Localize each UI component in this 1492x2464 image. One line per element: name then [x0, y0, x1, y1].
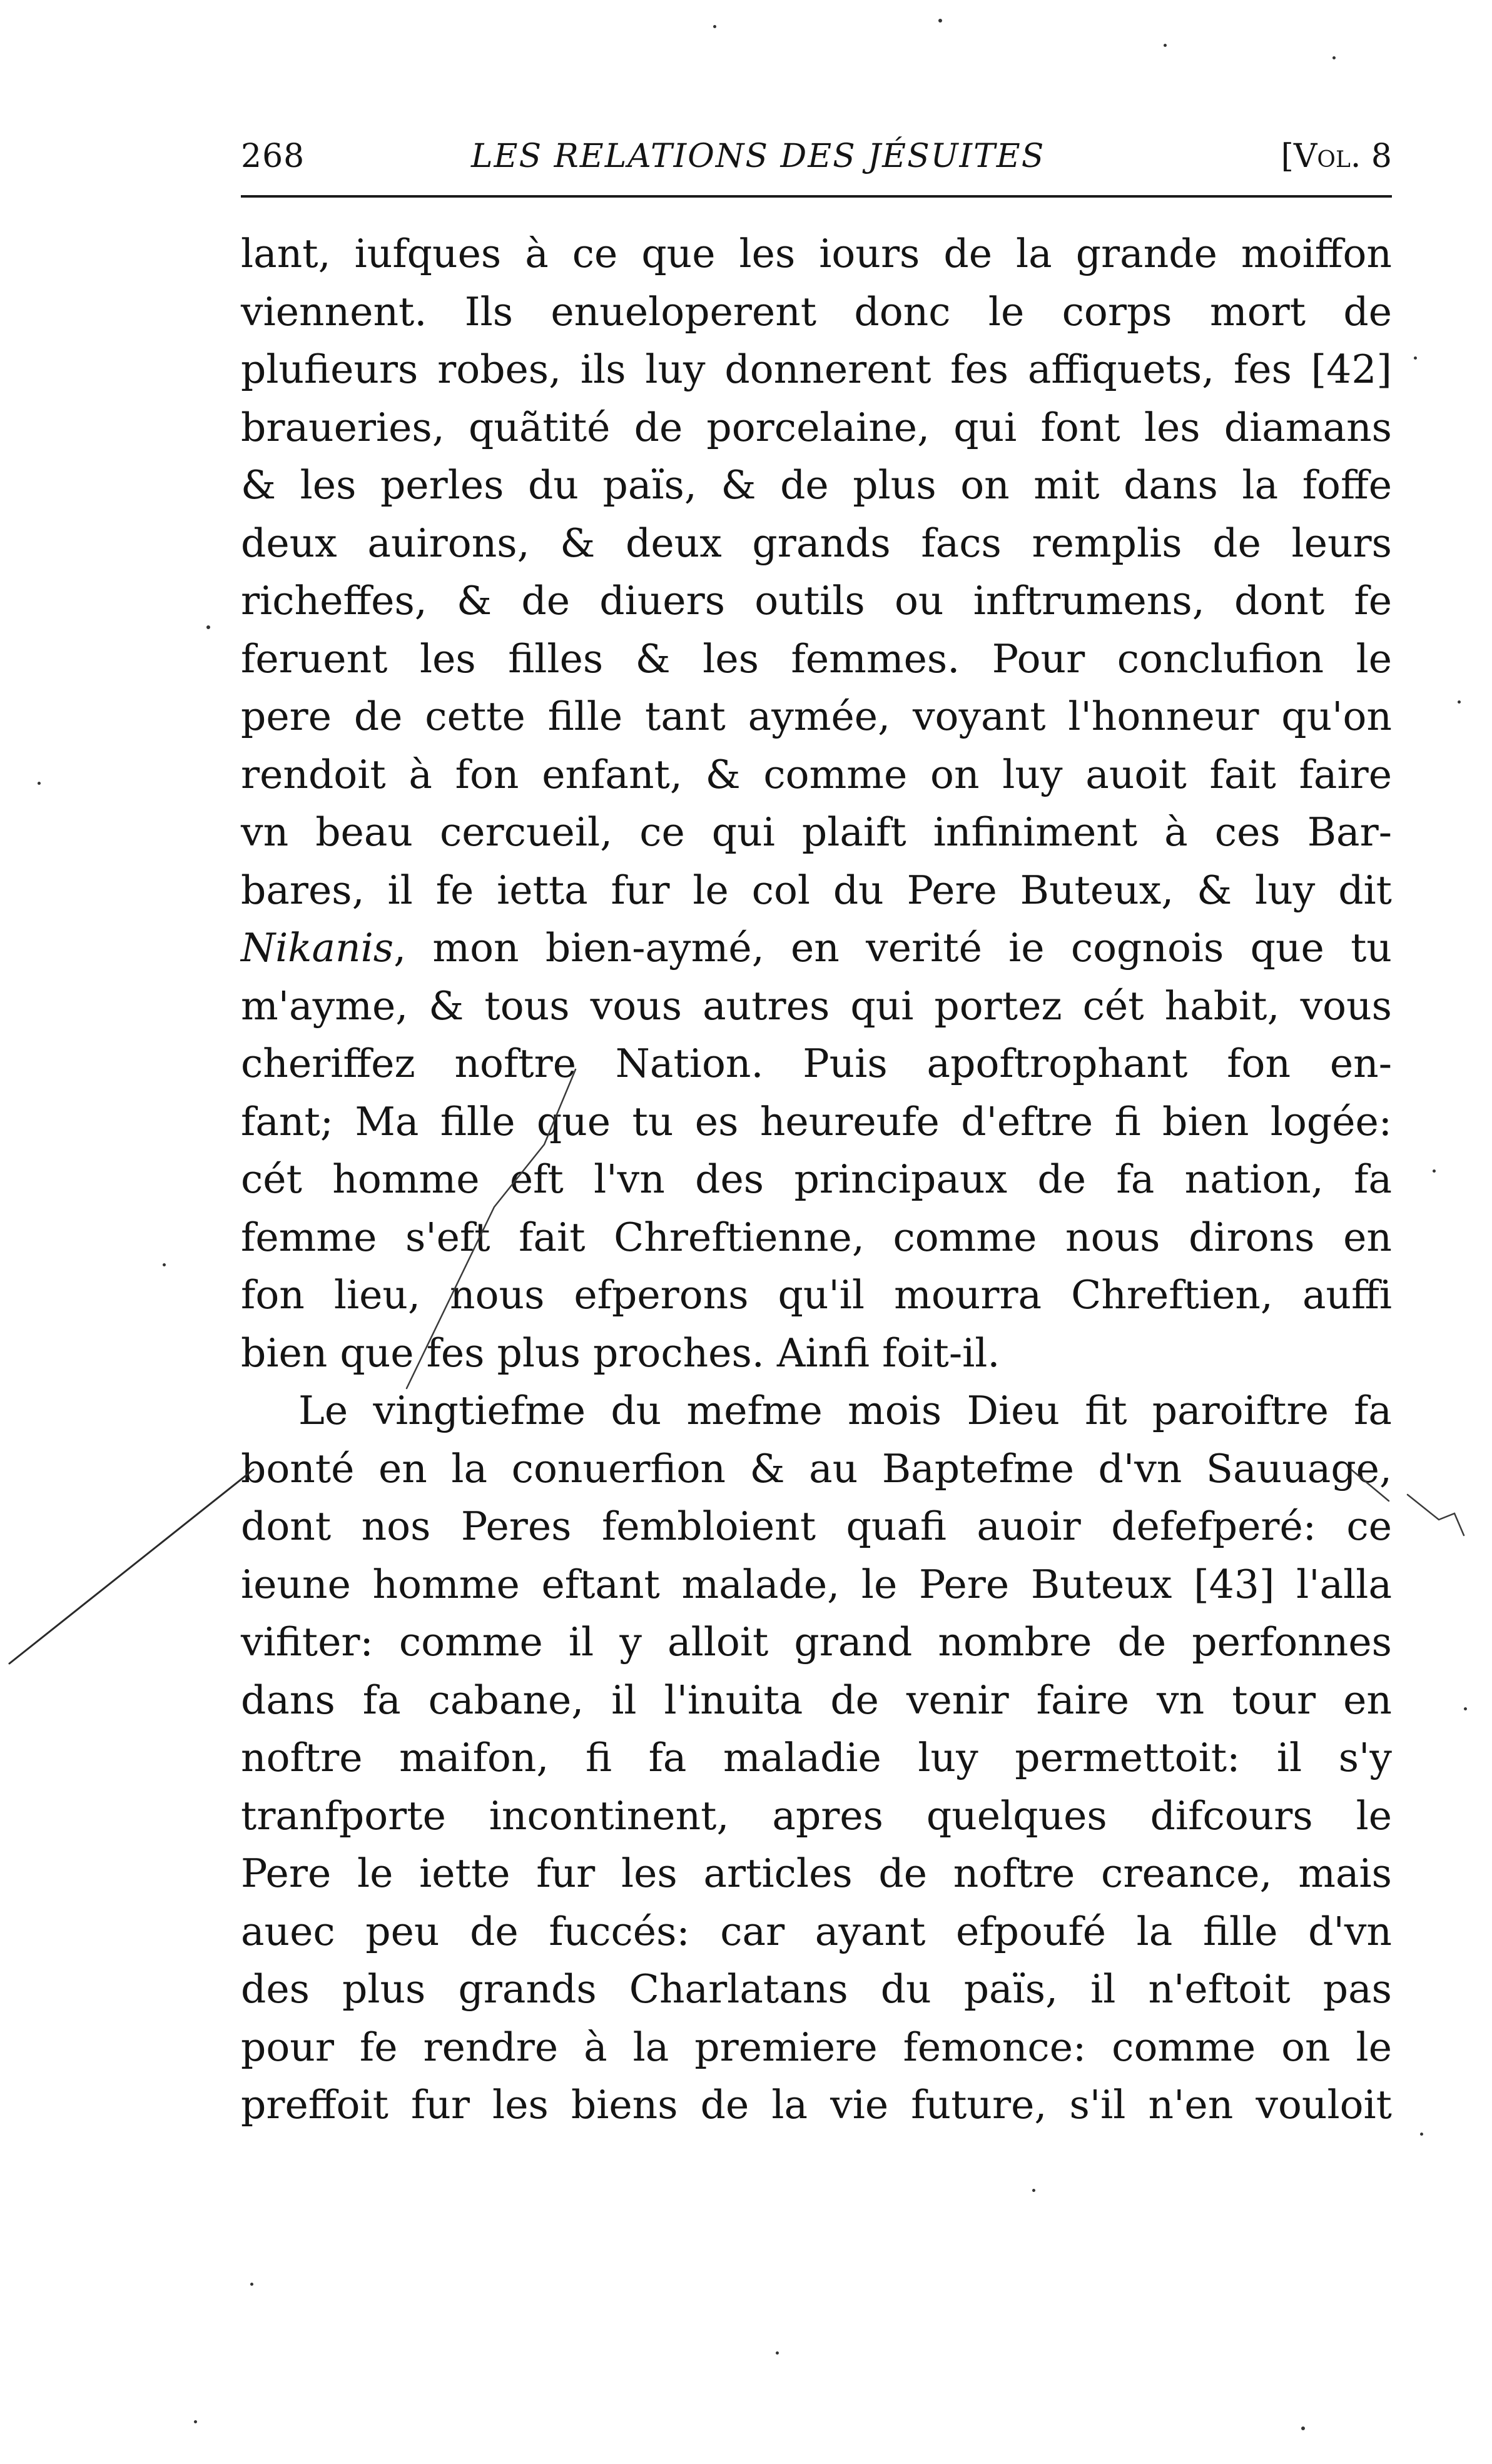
- paper-speck: [1332, 56, 1336, 59]
- text-line-rest: , mon bien-aymé, en verité ie cognois que tu: [393, 925, 1392, 971]
- text-line: lant, iufques à ce que les iours de la grande moiffon: [241, 231, 1392, 276]
- paper-speck: [1433, 1169, 1436, 1173]
- paper-speck: [1458, 700, 1461, 704]
- text-line: tranfporte incontinent, apres quelques difcours le: [241, 1792, 1392, 1839]
- paper-speck: [1414, 356, 1417, 360]
- text-line: vn beau cercueil, ce qui plaift infiniment à ces Bar-: [241, 809, 1392, 855]
- paper-speck: [1301, 2426, 1305, 2430]
- text-line: dans fa cabane, il l'inuita de venir faire vn tour en: [241, 1677, 1392, 1723]
- text-line-nikanis: [241, 919, 1392, 977]
- text-line: ieune homme eftant malade, le Pere Buteux [43] l'alla: [241, 1561, 1392, 1607]
- text-line: rendoit à fon enfant, & comme on luy auoit fait faire: [241, 751, 1392, 797]
- paper-speck: [776, 2351, 779, 2355]
- text-line: pere de cette fille tant aymée, voyant l'honneur qu'on: [241, 694, 1392, 739]
- paper-speck: [1464, 1707, 1467, 1710]
- text-line: deux auirons, & deux grands facs remplis de leurs: [241, 520, 1392, 566]
- pencil-stroke-mark: [6, 1432, 300, 1670]
- text-line: fon lieu, nous efperons qu'il mourra Chreftien, auffi: [241, 1272, 1392, 1318]
- volume-label: [Vol. 8: [1281, 138, 1392, 175]
- text-line: braueries, quãtité de porcelaine, qui font les diamans: [241, 404, 1392, 450]
- pencil-stroke-mark: [357, 1063, 582, 1413]
- text-line: pour fe rendre à la premiere femonce: comme on le: [241, 2024, 1392, 2070]
- text-line: bares, il fe ietta fur le col du Pere Buteux, & luy dit: [241, 867, 1392, 913]
- paper-speck: [38, 782, 41, 785]
- paper-speck: [1032, 2189, 1035, 2192]
- text-line: cét homme eft l'vn des principaux de fa nation, fa: [241, 1156, 1392, 1202]
- header-rule: [241, 195, 1392, 198]
- paper-speck: [1420, 2133, 1423, 2136]
- paper-speck: [1164, 44, 1167, 47]
- text-line: des plus grands Charlatans du païs, il n'eftoit pas: [241, 1966, 1392, 2012]
- text-line: bonté en la conuerfion & au Baptefme d'vn Sauuage,: [241, 1445, 1392, 1492]
- page-number: 268: [241, 138, 305, 175]
- text-line: & les perles du païs, & de plus on mit dans la foffe: [241, 462, 1392, 508]
- text-line: preffoit fur les biens de la vie future, s'il n'en vouloit: [241, 2082, 1392, 2128]
- text-line: femme s'eft fait Chreftienne, comme nous dirons en: [241, 1214, 1392, 1260]
- text-line: dont nos Peres fembloient quafi auoir defefperé: ce: [241, 1503, 1392, 1549]
- running-title: LES RELATIONS DES JÉSUITES: [471, 138, 1045, 175]
- paper-speck: [250, 2283, 253, 2286]
- text-line: viennent. Ils enueloperent donc le corps mort de: [241, 288, 1392, 335]
- text-line: fant; Ma fille que tu es heureufe d'eftre fi bien logée:: [241, 1098, 1392, 1144]
- text-line: feruent les filles & les femmes. Pour conclufion le: [241, 635, 1392, 682]
- page-header: [241, 128, 1392, 184]
- text-line: Pere le iette fur les articles de noftre creance, mais: [241, 1851, 1392, 1896]
- italic-word: Nikanis: [241, 925, 394, 971]
- text-line: m'ayme, & tous vous autres qui portez cét habit, vous: [241, 982, 1392, 1029]
- paper-speck: [194, 2420, 197, 2423]
- text-line: auec peu de fuccés: car ayant efpoufé la fille d'vn: [241, 1908, 1392, 1954]
- pencil-stroke-mark: [1345, 1457, 1483, 1557]
- paper-speck: [938, 19, 942, 23]
- paragraph-start-line: Le vingtiefme du mefme mois Dieu fit paroiftre fa: [298, 1388, 1392, 1433]
- text-line: vifiter: comme il y alloit grand nombre de perfonnes: [241, 1619, 1392, 1665]
- text-line: plufieurs robes, ils luy donnerent fes affiquets, fes [42]: [241, 346, 1392, 392]
- text-line: cheriffez noftre Nation. Puis apoftrophant fon en-: [241, 1041, 1392, 1086]
- text-line: richeffes, & de diuers outils ou inftrumens, dont fe: [241, 578, 1392, 624]
- text-line: noftre maifon, fi fa maladie luy permettoit: il s'y: [241, 1735, 1392, 1780]
- paragraph-end-line: bien que fes plus proches. Ainfi foit-il.: [241, 1330, 1000, 1376]
- paper-speck: [713, 25, 716, 28]
- paper-speck: [163, 1263, 166, 1266]
- paper-speck: [206, 625, 210, 629]
